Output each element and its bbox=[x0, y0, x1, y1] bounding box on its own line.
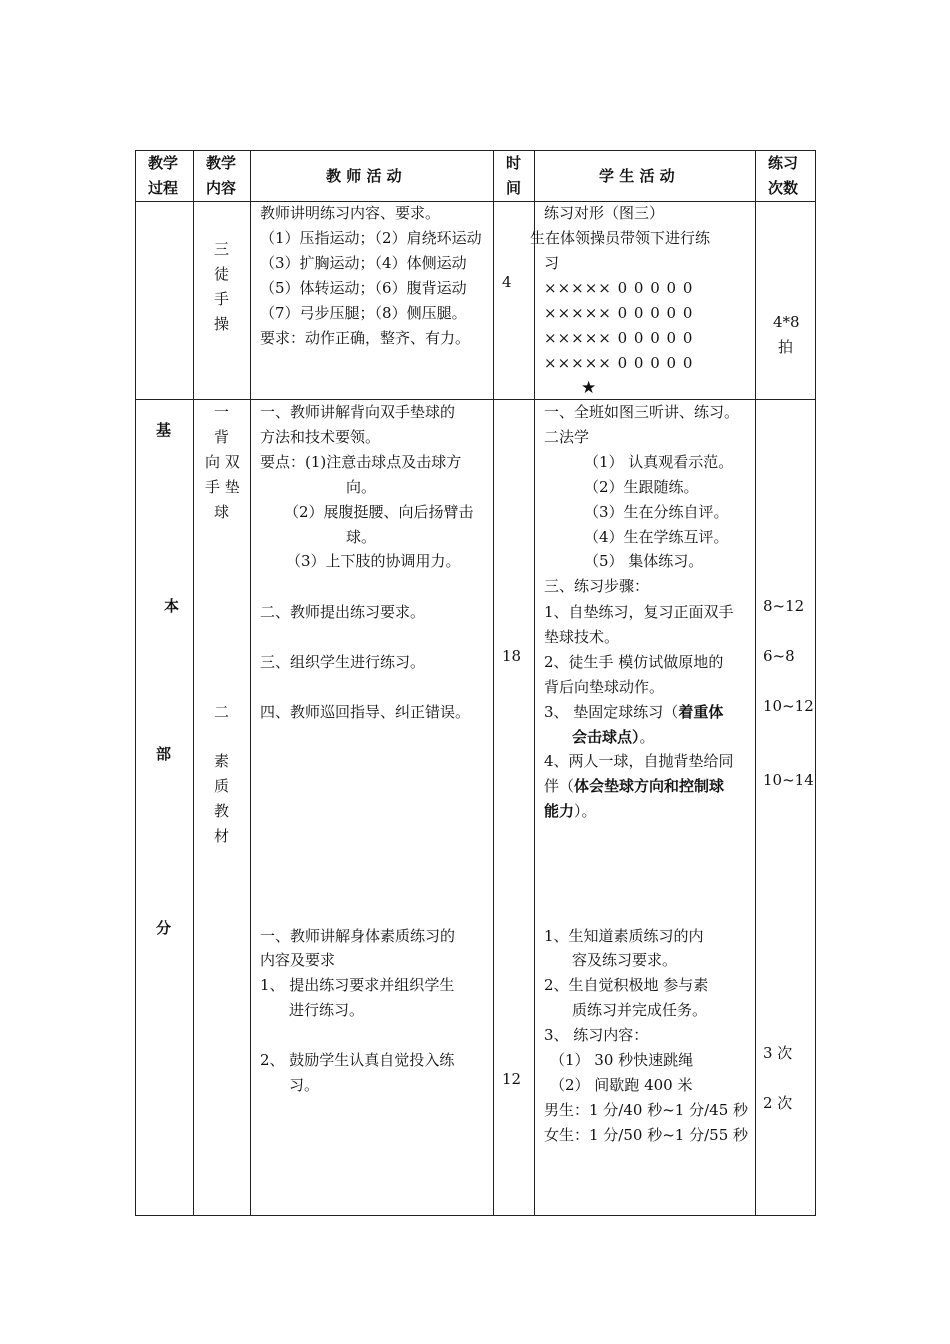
row1-teacher-line: 教师讲明练习内容、要求。 bbox=[260, 204, 441, 222]
content-a-line: 背 bbox=[214, 428, 230, 446]
student-b-line: 容及练习要求。 bbox=[572, 951, 678, 969]
student-a-step4-cont bbox=[544, 799, 597, 824]
formation-row: ××××× 0 0 0 0 0 bbox=[544, 279, 694, 297]
header-time-line1: 时 bbox=[506, 154, 522, 172]
header-process-line2: 过程 bbox=[148, 179, 179, 197]
content-a-line: 手 垫 bbox=[205, 478, 240, 496]
process-label-char: 分 bbox=[156, 919, 172, 937]
student-a-line: （5） 集体练习。 bbox=[584, 552, 704, 570]
header-divider bbox=[135, 201, 816, 202]
row1-student-line: 习 bbox=[544, 254, 560, 272]
student-b-line: 女生：1 分/50 秒~1 分/55 秒 bbox=[544, 1126, 749, 1144]
teacher-b-line: 2、 鼓励学生认真自觉投入练 bbox=[260, 1051, 455, 1069]
student-b-line: 3、 练习内容： bbox=[544, 1026, 649, 1044]
step3-end: 。 bbox=[639, 728, 655, 746]
student-b-line: （2） 间歇跑 400 米 bbox=[550, 1076, 693, 1094]
table-border-left bbox=[135, 150, 136, 1216]
student-a-step3-cont bbox=[572, 725, 655, 750]
teacher-a-line: （3）上下肢的协调用力。 bbox=[286, 552, 461, 570]
row1-time: 4 bbox=[502, 273, 512, 291]
row1-count-line1: 4*8 bbox=[773, 313, 800, 331]
student-a-step3 bbox=[544, 700, 723, 725]
student-b-line: 1、生知道素质练习的内 bbox=[544, 927, 704, 945]
row1-teacher-line: （1）压指运动；（2）肩绕环运动 bbox=[260, 229, 482, 247]
student-a-line: （2）生跟随练。 bbox=[584, 478, 699, 496]
header-time-line2: 间 bbox=[506, 179, 522, 197]
student-a-line: 背后向垫球动作。 bbox=[544, 678, 665, 696]
process-label-char: 本 bbox=[164, 597, 180, 615]
row1-student-line: 练习对形（图三） bbox=[544, 204, 665, 222]
header-student-activity: 学 生 活 动 bbox=[599, 167, 675, 185]
count-a: 10~14 bbox=[763, 771, 814, 789]
count-a: 10~12 bbox=[763, 697, 814, 715]
row1-content-char: 操 bbox=[214, 315, 230, 333]
step3-emphasis-cont: 会击球点） bbox=[572, 728, 640, 746]
row1-content-char: 手 bbox=[214, 290, 230, 308]
student-b-line: 2、生自觉积极地 参与素 bbox=[544, 976, 709, 994]
student-a-line: 4、两人一球，自抛背垫给同 bbox=[544, 752, 734, 770]
teacher-b-line: 进行练习。 bbox=[289, 1001, 365, 1019]
row1-content-char: 三 bbox=[214, 240, 230, 258]
col-divider-2 bbox=[250, 150, 251, 1216]
student-a-line: （1） 认真观看示范。 bbox=[584, 453, 734, 471]
teacher-a-line: 三、组织学生进行练习。 bbox=[260, 653, 426, 671]
formation-row: ××××× 0 0 0 0 0 bbox=[544, 329, 694, 347]
row2-time-b: 12 bbox=[502, 1070, 522, 1088]
header-count-line1: 练习 bbox=[768, 154, 799, 172]
count-b: 3 次 bbox=[763, 1044, 793, 1062]
row1-teacher-line: （3）扩胸运动；（4）体侧运动 bbox=[260, 254, 467, 272]
teacher-b-line: 1、 提出练习要求并组织学生 bbox=[260, 976, 455, 994]
row1-teacher-line: （7）弓步压腿；（8）侧压腿。 bbox=[260, 304, 467, 322]
student-b-line: 男生：1 分/40 秒~1 分/45 秒 bbox=[544, 1101, 749, 1119]
header-process-line1: 教学 bbox=[148, 154, 179, 172]
content-b-line: 教 bbox=[214, 802, 230, 820]
teacher-position-star-icon: ★ bbox=[581, 378, 597, 398]
teacher-b-line: 内容及要求 bbox=[260, 951, 336, 969]
teacher-a-line: 向。 bbox=[346, 478, 377, 496]
content-b-line: 二 bbox=[214, 703, 230, 721]
formation-row: ××××× 0 0 0 0 0 bbox=[544, 354, 694, 372]
row1-count-line2: 拍 bbox=[778, 338, 794, 356]
student-a-line: 垫球技术。 bbox=[544, 628, 620, 646]
teacher-a-line: 二、教师提出练习要求。 bbox=[260, 603, 426, 621]
student-a-line: 2、徒生手 模仿试做原地的 bbox=[544, 653, 724, 671]
teacher-a-line: 一、教师讲解背向双手垫球的 bbox=[260, 403, 456, 421]
count-a: 6~8 bbox=[763, 647, 795, 665]
content-a-line: 球 bbox=[214, 503, 230, 521]
step4-emphasis: 体会垫球方向和控制球 bbox=[574, 777, 725, 795]
student-a-line: 一、全班如图三听讲、练习。 bbox=[544, 403, 740, 421]
col-divider-4 bbox=[534, 150, 535, 1216]
table-border-bottom bbox=[135, 1215, 816, 1216]
teacher-a-line: （2）展腹挺腰、向后扬臂击 bbox=[284, 503, 474, 521]
row1-student-line: 生在体领操员带领下进行练 bbox=[530, 229, 711, 247]
col-divider-5 bbox=[755, 150, 756, 1216]
header-content-line1: 教学 bbox=[206, 154, 237, 172]
step4-emphasis-cont: 能力 bbox=[544, 802, 575, 820]
step4-text: 伴（ bbox=[544, 777, 575, 795]
student-a-step4 bbox=[544, 774, 724, 799]
table-border-top bbox=[135, 150, 816, 151]
count-a: 8~12 bbox=[763, 597, 805, 615]
student-a-line: （4）生在学练互评。 bbox=[584, 528, 729, 546]
teacher-b-line: 一、教师讲解身体素质练习的 bbox=[260, 927, 456, 945]
teacher-b-line: 习。 bbox=[289, 1076, 320, 1094]
student-a-line: （3）生在分练自评。 bbox=[584, 503, 729, 521]
row1-content-char: 徒 bbox=[214, 265, 230, 283]
content-b-line: 材 bbox=[214, 827, 230, 845]
content-a-line: 向 双 bbox=[205, 453, 240, 471]
count-b: 2 次 bbox=[763, 1094, 793, 1112]
student-b-line: （1） 30 秒快速跳绳 bbox=[550, 1051, 694, 1069]
process-label-char: 基 bbox=[156, 421, 172, 439]
student-b-line: 质练习并完成任务。 bbox=[572, 1001, 708, 1019]
teacher-a-line: 要点：(1)注意击球点及击球方 bbox=[260, 453, 462, 471]
student-a-line: 1、自垫练习，复习正面双手 bbox=[544, 603, 734, 621]
content-a-line: 一 bbox=[214, 403, 230, 421]
step3-emphasis: 着重体 bbox=[678, 703, 724, 721]
student-a-line: 二法学 bbox=[544, 428, 590, 446]
row2-time-a: 18 bbox=[502, 647, 522, 665]
process-label-char: 部 bbox=[156, 745, 172, 763]
col-divider-1 bbox=[193, 150, 194, 1216]
col-divider-3 bbox=[493, 150, 494, 1216]
teacher-a-line: 球。 bbox=[346, 528, 377, 546]
content-b-line: 素 bbox=[214, 752, 230, 770]
teacher-a-line: 方法和技术要领。 bbox=[260, 428, 381, 446]
table-border-right bbox=[815, 150, 816, 1216]
row1-teacher-line: 要求：动作正确，整齐、有力。 bbox=[260, 329, 471, 347]
header-count-line2: 次数 bbox=[768, 179, 799, 197]
step4-end: ）。 bbox=[574, 802, 597, 820]
student-a-line: 三、练习步骤： bbox=[544, 577, 650, 595]
row1-teacher-line: （5）体转运动；（6）腹背运动 bbox=[260, 279, 467, 297]
content-b-line: 质 bbox=[214, 777, 230, 795]
formation-row: ××××× 0 0 0 0 0 bbox=[544, 304, 694, 322]
header-content-line2: 内容 bbox=[206, 179, 237, 197]
teacher-a-line: 四、教师巡回指导、纠正错误。 bbox=[260, 703, 471, 721]
header-teacher-activity: 教 师 活 动 bbox=[326, 167, 402, 185]
step3-text: 3、 垫固定球练习（ bbox=[544, 703, 679, 721]
